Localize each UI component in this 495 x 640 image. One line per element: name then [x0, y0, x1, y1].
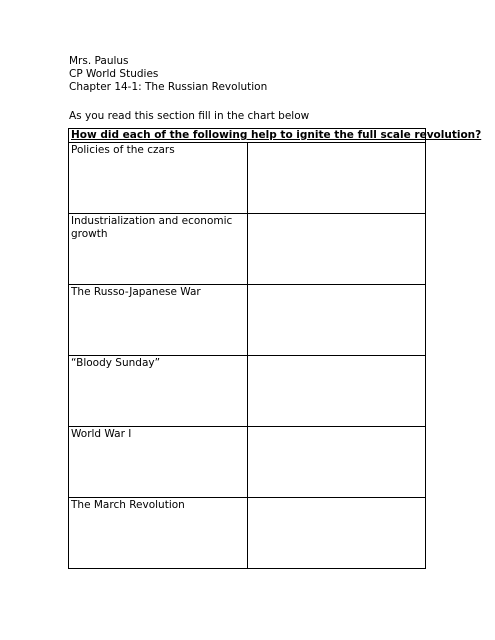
- answer-cell[interactable]: [247, 143, 426, 214]
- document-header: [69, 55, 267, 94]
- row-label: World War I: [69, 427, 248, 498]
- chart-header-row: [69, 129, 426, 143]
- answer-cell[interactable]: [247, 285, 426, 356]
- table-row: [69, 214, 426, 285]
- table-row: [69, 143, 426, 214]
- chart-question: How did each of the following help to ignite the full scale revolution?: [69, 129, 426, 143]
- row-label: Industrialization and economic growth: [69, 214, 248, 285]
- table-row: [69, 498, 426, 569]
- answer-cell[interactable]: [247, 427, 426, 498]
- row-label: Policies of the czars: [69, 143, 248, 214]
- chapter-title: Chapter 14-1: The Russian Revolution: [69, 81, 268, 93]
- answer-cell[interactable]: [247, 356, 426, 427]
- table-row: [69, 356, 426, 427]
- row-label: The March Revolution: [69, 498, 248, 569]
- instruction-text: As you read this section fill in the chart below: [69, 110, 310, 122]
- course-name: CP World Studies: [69, 68, 159, 80]
- answer-cell[interactable]: [247, 214, 426, 285]
- teacher-name: Mrs. Paulus: [69, 55, 129, 67]
- table-row: [69, 285, 426, 356]
- answer-cell[interactable]: [247, 498, 426, 569]
- row-label: The Russo-Japanese War: [69, 285, 248, 356]
- row-label: “Bloody Sunday”: [69, 356, 248, 427]
- revolution-chart: [68, 128, 482, 569]
- table-row: [69, 427, 426, 498]
